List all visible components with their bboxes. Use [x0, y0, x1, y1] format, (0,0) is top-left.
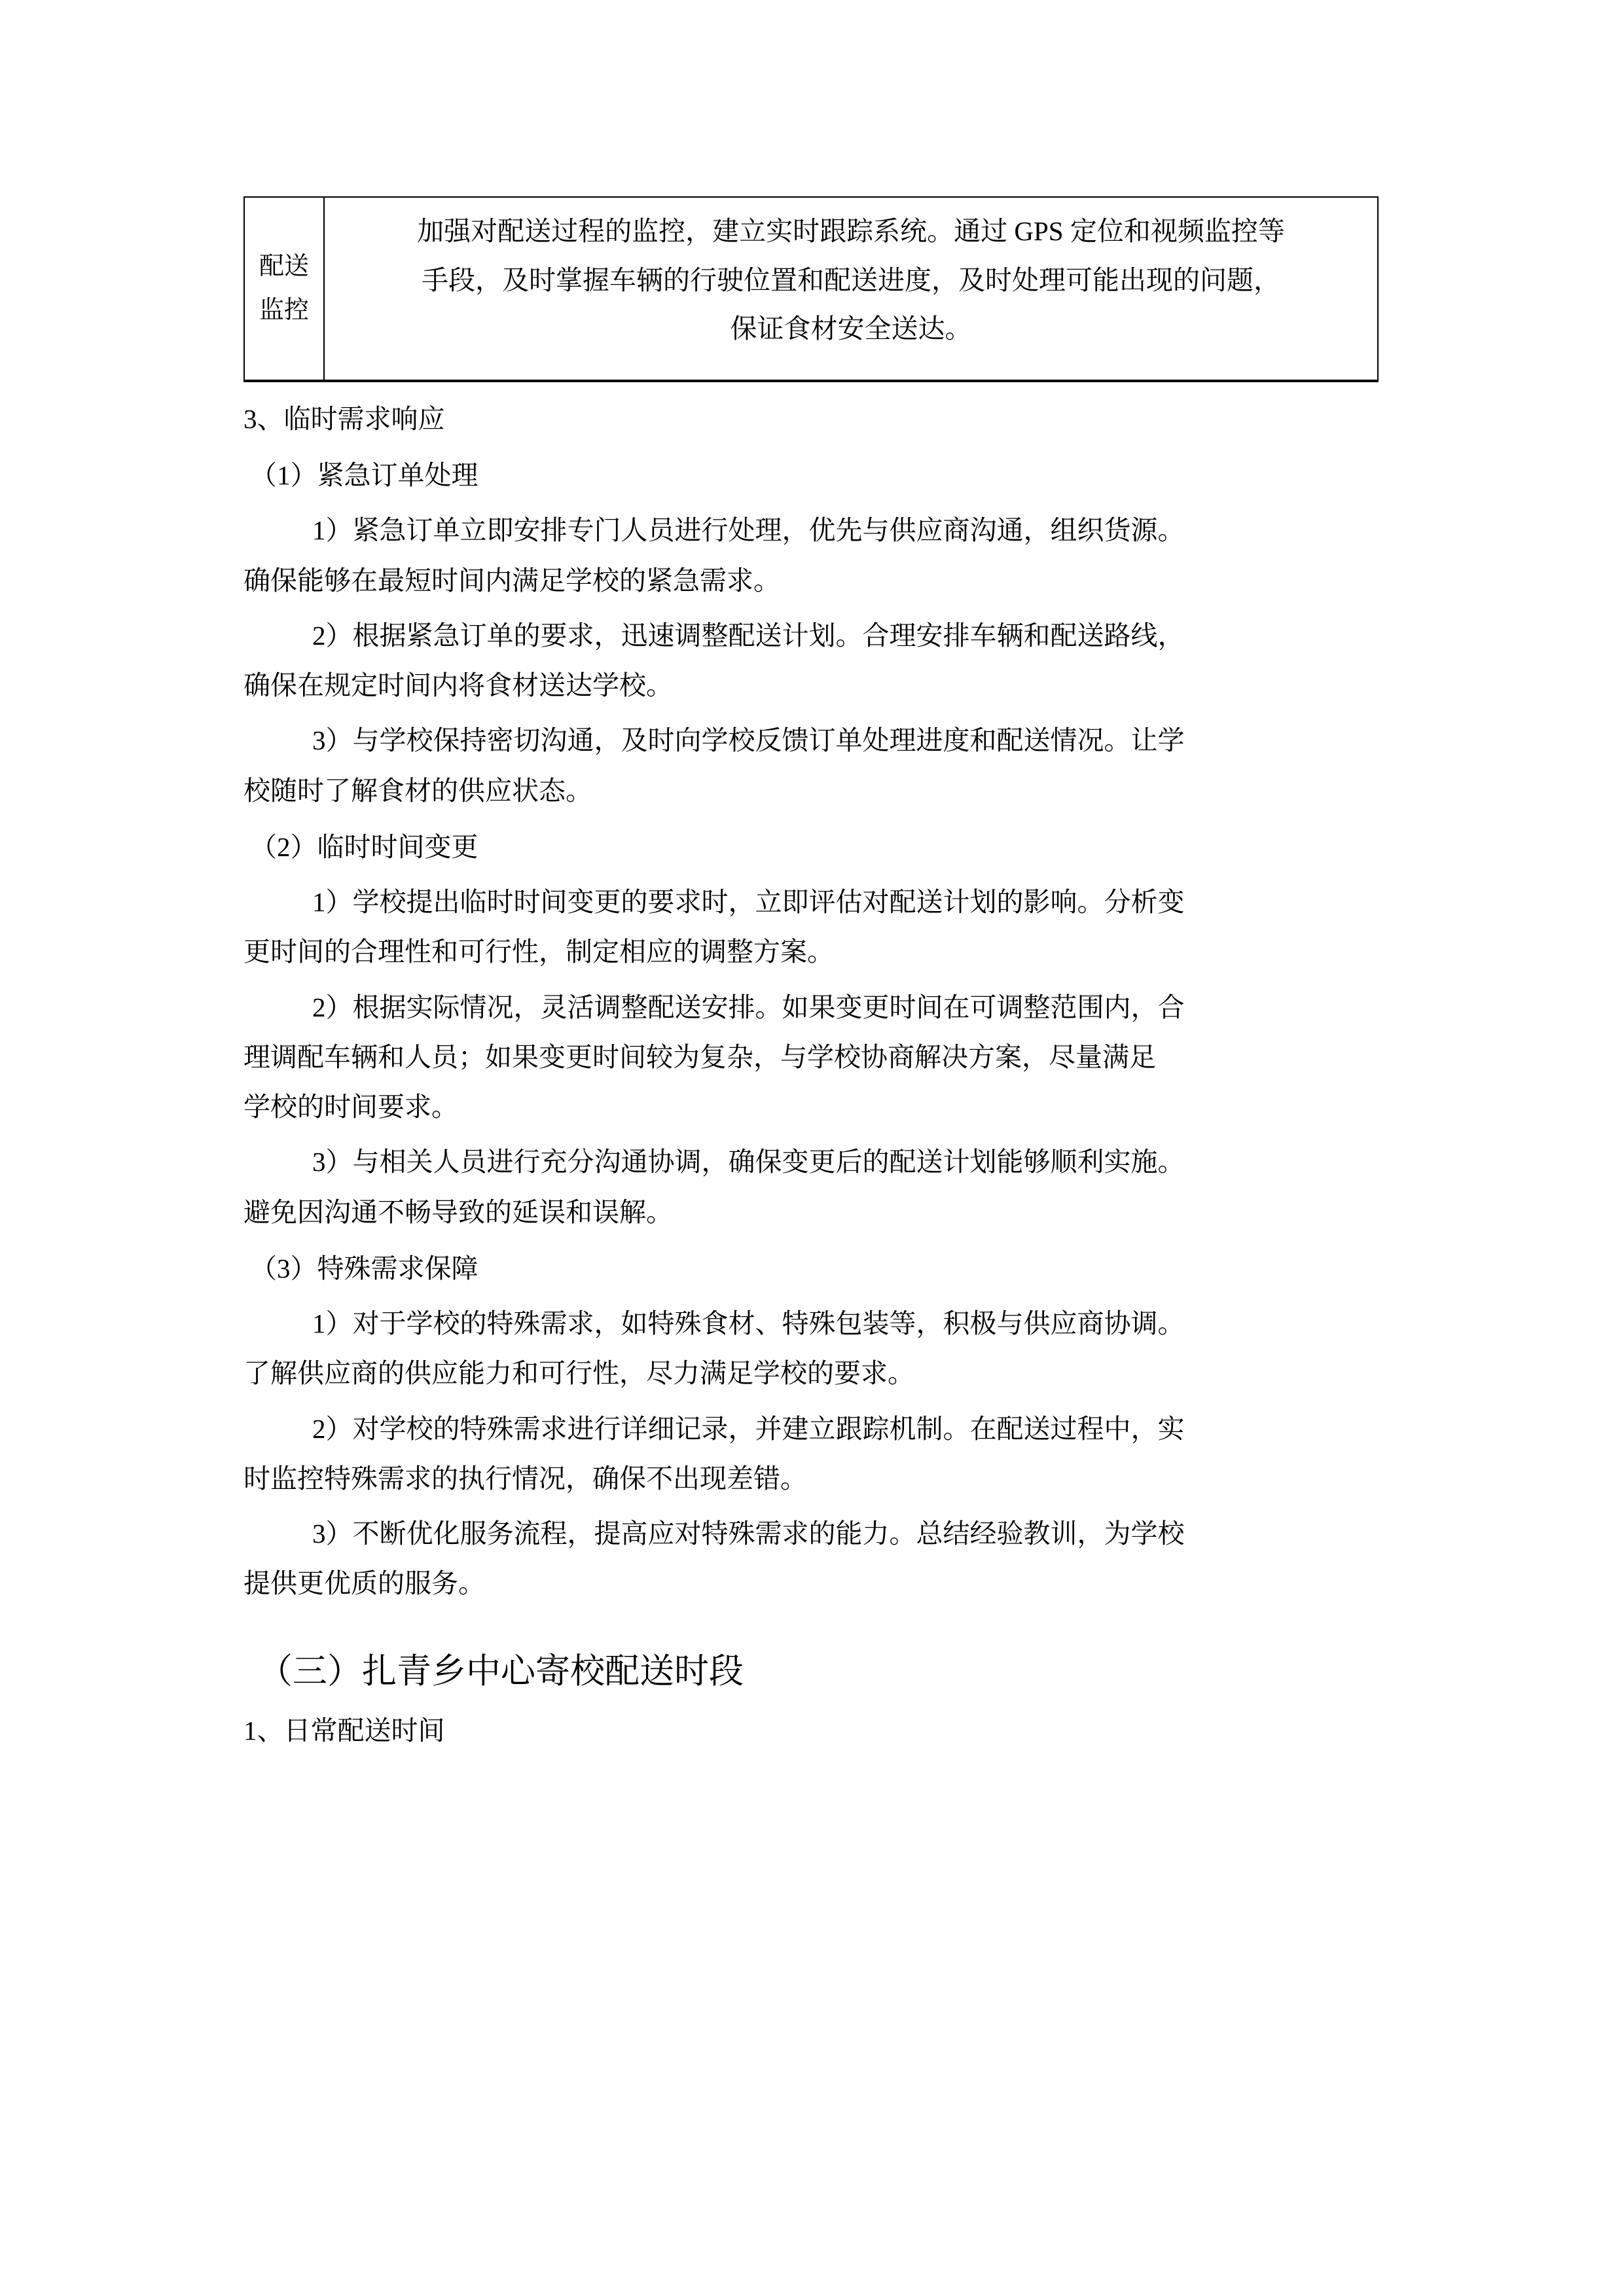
list-item-line: 2）对学校的特殊需求进行详细记录，并建立跟踪机制。在配送过程中，实 [312, 1413, 1185, 1444]
list-item-line: 确保能够在最短时间内满足学校的紧急需求。 [244, 565, 780, 596]
list-item-line: 3）不断优化服务流程，提高应对特殊需求的能力。总结经验教训，为学校 [312, 1518, 1185, 1549]
list-item [244, 1509, 1379, 1609]
list-item-line: 时监控特殊需求的执行情况，确保不出现差错。 [244, 1463, 807, 1494]
table-cell-content [324, 197, 1378, 381]
list-item-line: 2）根据紧急订单的要求，迅速调整配送计划。合理安排车辆和配送路线， [312, 620, 1185, 651]
table-content-line-2: 手段，及时掌握车辆的行驶位置和配送进度，及时处理可能出现的问题， [422, 264, 1280, 295]
table-content-line-1: 加强对配送过程的监控，建立实时跟踪系统。通过 GPS 定位和视频监控等 [417, 216, 1285, 246]
list-item-line: 理调配车辆和人员；如果变更时间较为复杂，与学校协商解决方案，尽量满足 [244, 1041, 1156, 1072]
list-item-line: 学校的时间要求。 [244, 1092, 458, 1122]
subsection-heading-2: （2）临时时间变更 [250, 831, 478, 862]
list-item [244, 1299, 1379, 1399]
list-item [244, 715, 1379, 816]
list-item-line: 避免因沟通不畅导致的延误和误解。 [244, 1196, 673, 1227]
table-content-line-3: 保证食材安全送达。 [730, 314, 972, 344]
table-cell-label [244, 197, 324, 381]
list-item-line: 校随时了解食材的供应状态。 [244, 775, 592, 806]
list-item-line: 1）对于学校的特殊需求，如特殊食材、特殊包装等，积极与供应商协调。 [312, 1308, 1185, 1339]
delivery-monitoring-table [244, 196, 1379, 382]
list-item [244, 505, 1379, 605]
list-item-line: 2）根据实际情况，灵活调整配送安排。如果变更时间在可调整范围内，合 [312, 992, 1185, 1022]
table-row [244, 197, 1378, 381]
list-item-line: 3）与学校保持密切沟通，及时向学校反馈订单处理进度和配送情况。让学 [312, 725, 1185, 756]
list-item-line: 了解供应商的供应能力和可行性，尽力满足学校的要求。 [244, 1358, 914, 1389]
list-item-line: 1）紧急订单立即安排专门人员进行处理，优先与供应商沟通，组织货源。 [312, 515, 1185, 546]
list-item-line: 确保在规定时间内将食材送达学校。 [244, 670, 673, 701]
list-item [244, 877, 1379, 977]
list-item [244, 1404, 1379, 1504]
list-item [244, 611, 1379, 711]
trailing-section-heading: 1、日常配送时间 [244, 1715, 445, 1746]
table-label-line-1: 配送 [259, 253, 309, 281]
subsection-heading-3: （3）特殊需求保障 [250, 1253, 478, 1283]
table-label-line-2: 监控 [259, 296, 309, 324]
list-item-line: 1）学校提出临时时间变更的要求时，立即评估对配送计划的影响。分析变 [312, 887, 1185, 918]
list-item-line: 更时间的合理性和可行性，制定相应的调整方案。 [244, 937, 834, 967]
page-content [244, 196, 1379, 1756]
list-item-line: 3）与相关人员进行充分沟通协调，确保变更后的配送计划能够顺利实施。 [312, 1147, 1185, 1177]
section-heading-3: 3、临时需求响应 [244, 403, 445, 434]
subsection-heading-1: （1）紧急订单处理 [250, 460, 478, 491]
list-item [244, 1137, 1379, 1237]
list-item-line: 提供更优质的服务。 [244, 1568, 485, 1599]
list-item [244, 982, 1379, 1132]
major-section-heading: （三）扎青乡中心寄校配送时段 [258, 1652, 744, 1691]
